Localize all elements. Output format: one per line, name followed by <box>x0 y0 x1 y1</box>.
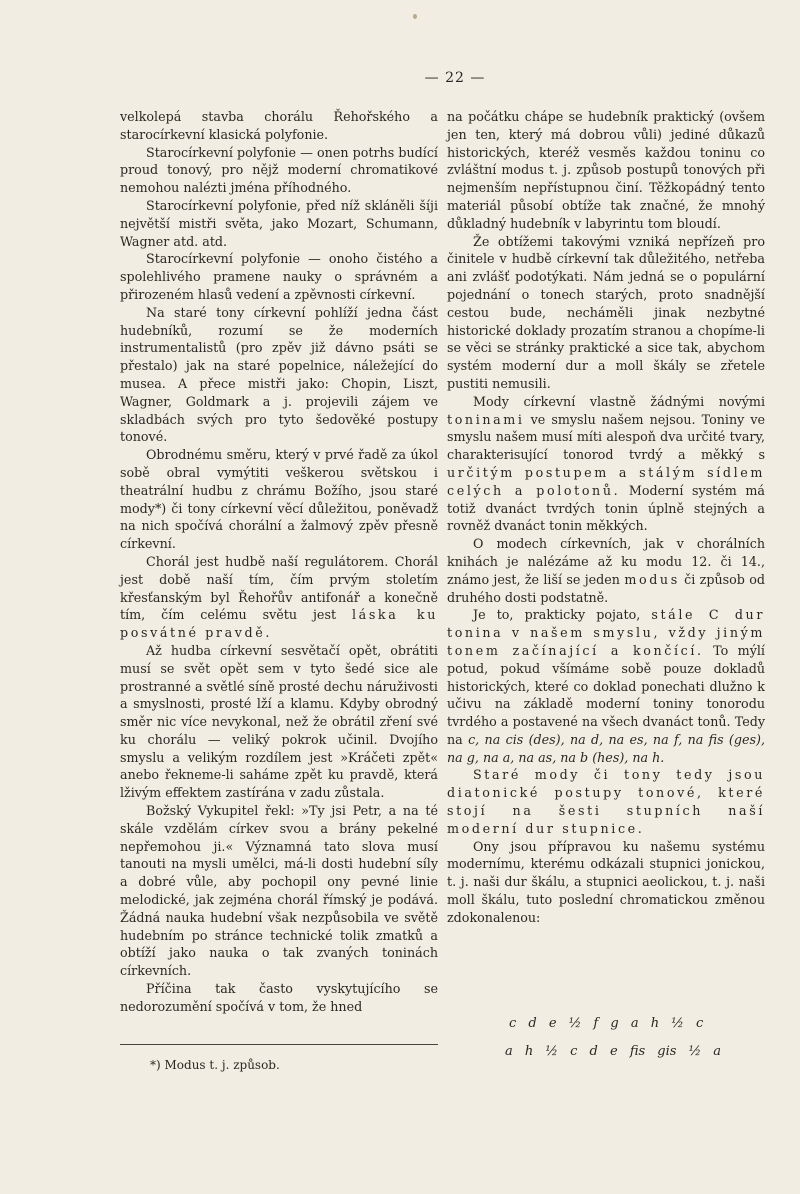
paragraph <box>447 393 765 535</box>
text-run: Moderní systém má totiž dvanáct tvrdých tonin úplně stejných a rovněž dvanáct tonin měkkých. <box>447 482 765 534</box>
paper-stain <box>413 14 417 19</box>
paragraph <box>447 535 765 606</box>
paragraph: na počátku chápe se hudebník praktický (ovšem jen ten, který má dobrou vůli) jediné důkazů historických, kteréž vesměs každou toninu co zvláštní modus t. j. způsob postupů tonových při nejmenším nepřístupnou činí. Těžkopádný tento materiál působí obtíže tak značné, že mnohý důkladný hudebník v labyrintu tom bloudí. <box>447 109 765 231</box>
right-column <box>447 108 765 927</box>
paragraph: Až hudba církevní sesvětačí opět, obrátiti musí se svět opět sem v tyto šedé sice ale prostranné a světlé síně prosté dechu náruživosti a smyslnosti, prosté lží a klamu. Kdyby obrodný směr nic více nevykonal, než že obrátil zření své ku chorálu — veliký pokrok učinil. Dvojího smyslu a velikým rozdílem jest »Kráčeti zpět« anebo řekneme-li saháme zpět ku pravdě, která lživým effektem zastírána v zadu zůstala. <box>120 642 438 801</box>
text-run: Mody církevní vlastně žádnými novými <box>473 393 765 409</box>
paragraph: Ony jsou přípravou ku našemu systému modernímu, kterému odkázali stupnici jonickou, t. j. naši dur škálu, a stupnici aeolickou, t. j. naši moll škálu, tuto poslední chromatickou změnou zdokonalenou: <box>447 838 765 925</box>
text-run: ve smyslu našem nejsou. Toniny ve smyslu našem musí míti alespoň dva určité tvary, charakterisující tonorod tvrdý a měkký s <box>447 411 765 463</box>
paragraph: Božský Vykupitel řekl: »Ty jsi Petr, a na té skále vzdělám církev svou a brány pekelné nepřemohou ji.« Významná tato slova musí tanouti na mysli umělci, má-li dosti hudební síly a dobré vůle, aby pochopil ony pevné linie melodické, jak zejména chorál římský je podává. Žádná nauka hudební však nezpůsobila ve světě hudebním po stránce technické tolik zmatků a obtíží jako nauka o tak zvaných toninách církevních. <box>120 803 438 979</box>
paragraph: Starocírkevní polyfonie — onen potrhs budící proud tonový, pro nějž moderní chromatikové nemohou nalézti jména příhodného. <box>120 144 438 196</box>
page-number: — 22 — <box>424 70 486 86</box>
footnote-divider <box>120 1044 438 1045</box>
text-run: či způsob od druhého dosti podstatně. <box>447 571 765 605</box>
paragraph: Příčina tak často vyskytujícího se nedorozumění spočívá v tom, že hned <box>120 981 438 1014</box>
minor-scale: a h ½ c d e fis gis ½ a <box>505 1044 722 1059</box>
paragraph: Na staré tony církevní pohlíží jedna část hudebníků, rozumí se že moderních instrumentalistů (pro zpěv již dávno psáti se přestalo) jak na staré popelnice, náležející do musea. A přece mistři jako: Chopin, Liszt, Wagner, Goldmark a j. projevili zájem ve skladbách svých pro tyto šedověké postupy tonové. <box>120 304 438 445</box>
paragraph <box>120 553 438 642</box>
paragraph: Starocírkevní polyfonie, před níž skláněli šíji největší mistři světa, jako Mozart, Schumann, Wagner atd. atd. <box>120 197 438 249</box>
text-run: To mýlí potud, pokud všímáme sobě pouze dokladů historických, které co doklad ponechati dlužno k učivu na základě moderní toniny tonorodu tvrdého a postavené na všech dvanáct tonů. Tedy na <box>447 642 765 747</box>
major-scale: c d e ½ f g a h ½ c <box>509 1016 704 1031</box>
paragraph: Starocírkevní polyfonie — onoho čistého a spolehlivého pramene nauky o správném a přirozeném hlasů vedení a zpěvnosti církevní. <box>120 251 438 302</box>
paragraph: velkolepá stavba chorálu Řehořského a starocírkevní klasická polyfonie. <box>120 109 438 142</box>
text-run: O modech církevních, jak v chorálních knihách je nalézáme až ku modu 12. či 14., známo jest, že liší se jeden <box>447 536 765 587</box>
spaced-emphasis: určitým postupem a stálým sídlem celých a polotonů. <box>447 464 765 498</box>
footnote: *) Modus t. j. způsob. <box>150 1058 280 1072</box>
text-run: Chorál jest hudbě naší regulátorem. Chorál jest době naší tím, čím prvým stoletím křesťanským byl Řehořův antifonář a konečně tím, čím celému světu jest <box>120 553 438 623</box>
spaced-emphasis: stále C dur tonina v našem smyslu, vždy jiným tonem začínající a končící. <box>447 607 765 658</box>
left-column <box>120 108 438 1016</box>
paragraph: Že obtížemi takovými vzniká nepřízeň pro činitele v hudbě církevní tak důležitého, netřeba ani zvlášť podotýkati. Nám jedná se o populární pojednání o tonech starých, proto snadnější cestou bude, necháměli jinak nezbytné historické doklady prozatím stranou a chopíme-li se věci se stránky praktické a sice tak, abychom systém moderní dur a moll škály se zřetele pustiti nemusili. <box>447 233 765 391</box>
spaced-emphasis: modus <box>624 571 680 587</box>
paragraph: Obrodnému směru, který v prvé řadě za úkol sobě obral vymýtiti veškerou světskou i theatrální hudbu z chrámu Božího, jsou staré mody*) či tony církevní věcí důležitou, poněvadž na nich spočívá chorální a žalmový zpěv přesně církevní. <box>120 447 438 552</box>
tone-list: c, na cis (des), na d, na es, na f, na fis (ges), na g, na a, na as, na b (hes), na h. <box>447 731 765 765</box>
paragraph: Staré mody či tony tedy jsou diatonické postupy tonové, které stojí na šesti stupních naší moderní dur stupnice. <box>447 767 765 836</box>
text-run: Je to, prakticky pojato, <box>473 607 641 623</box>
spaced-emphasis: láska ku posvátné pravdě. <box>120 607 438 641</box>
paragraph <box>447 606 765 766</box>
spaced-emphasis: toninami <box>447 411 525 427</box>
